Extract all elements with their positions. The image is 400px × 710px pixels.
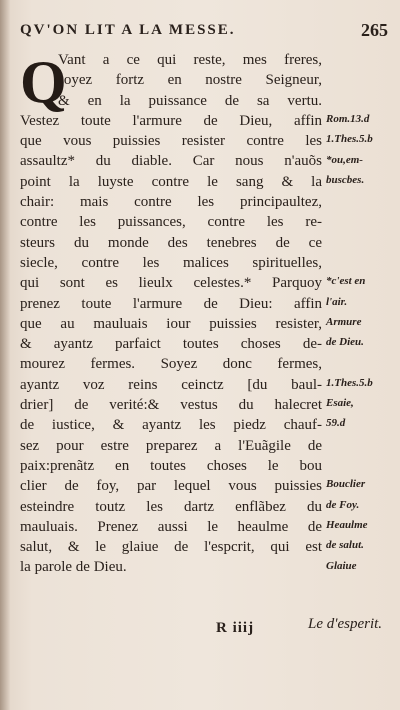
margin-note: Heaulme [326, 518, 368, 531]
margin-note: Armure [326, 315, 362, 328]
text-line: la parole de Dieu. [20, 559, 127, 576]
margin-note: Bouclier [326, 478, 366, 491]
text-line: point la luyste contre le sang & la [20, 173, 322, 190]
text-line: & ayantz parfaict toutes choses de- [20, 336, 322, 353]
body-text [20, 50, 322, 578]
page-footer [20, 614, 392, 644]
text-line: que au mauluais iour puissies resister, [20, 315, 322, 332]
text-line: clier de foy, par lequel vous puissies [20, 478, 322, 495]
margin-note: de Foy. [326, 498, 360, 511]
margin-note: *c'est en [326, 275, 366, 288]
running-head: QV'ON LIT A LA MESSE. [20, 22, 236, 38]
page-header [20, 22, 390, 46]
margin-note: 1.Thes.5.b [326, 376, 373, 389]
margin-note: *ou,em- [326, 153, 363, 166]
text-line: que vous puissies resister contre les [20, 133, 322, 150]
drop-cap: Q [20, 49, 67, 115]
text-line: siecle, contre les malices spirituelles, [20, 254, 322, 271]
margin-note: Esaie, [326, 397, 354, 410]
text-line: de iustice, & ayantz les piedz chauf- [20, 417, 322, 434]
margin-note: l'air. [326, 295, 348, 308]
text-line: contre les puissances, contre les re- [20, 214, 322, 231]
margin-note: Glaiue [326, 559, 357, 572]
margin-note: de salut. [326, 539, 364, 552]
text-line: & en la puissance de sa vertu. [58, 92, 322, 109]
margin-note: 59.d [326, 417, 346, 430]
text-line: soyez fortz en nostre Seigneur, [58, 72, 322, 89]
margin-note: 1.Thes.5.b [326, 133, 373, 146]
text-line: salut, & le glaiue de l'espcrit, qui est [20, 539, 322, 556]
text-line: paix:prenãtz en toutes choses le bou [20, 457, 322, 474]
catchword: Le d'esperit. [308, 616, 383, 632]
page-number: 265 [361, 20, 388, 40]
margin-notes [322, 50, 398, 650]
text-line: ayantz voz reins ceinctz [du baul- [20, 376, 322, 393]
text-line: chair: mais contre les principaultez, [20, 194, 322, 211]
text-line: prenez toute l'armure de Dieu: affin [20, 295, 322, 312]
page-gutter [0, 0, 10, 710]
margin-note: de Dieu. [326, 336, 364, 349]
text-line: mourez fermes. Soyez donc fermes, [20, 356, 322, 373]
text-line: assaultz* du diable. Car nous n'auõs [20, 153, 322, 170]
margin-note: buscbes. [326, 173, 365, 186]
text-line: Vestez toute l'armure de Dieu, affin [20, 112, 322, 129]
text-line: sez pour estre preparez a l'Euãgile de [20, 437, 322, 454]
signature-mark: R iiij [216, 620, 255, 636]
text-line: steurs du monde des tenebres de ce [20, 234, 322, 251]
margin-note: Rom.13.d [326, 112, 370, 125]
text-line: qui sont es lieulx celestes.* Parquoy [20, 275, 322, 292]
text-line: drier] de verité:& vestus du halecret [20, 397, 322, 414]
text-line: esteindre toutz les dartz enflãbez du [20, 498, 322, 515]
text-line: Vant a ce qui reste, mes freres, [58, 52, 322, 68]
text-line: mauluais. Prenez aussi le heaulme de [20, 518, 322, 535]
